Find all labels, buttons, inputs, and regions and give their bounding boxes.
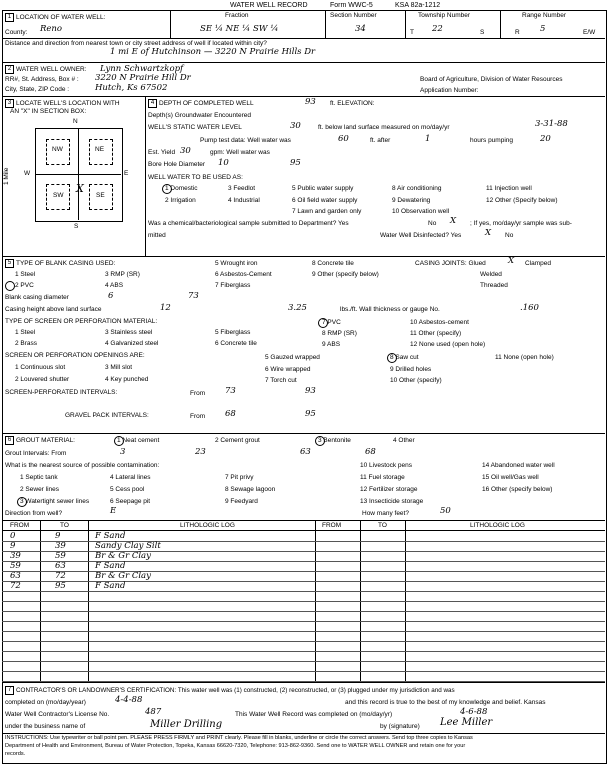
township-value: 22 xyxy=(432,24,443,34)
wall-value: .160 xyxy=(520,303,539,313)
grout-bentonite[interactable]: 3 Bentonite xyxy=(318,437,351,444)
log-from: 0 xyxy=(10,531,16,541)
static-label: WELL'S STATIC WATER LEVEL xyxy=(148,124,242,131)
use-label: WELL WATER TO BE USED AS: xyxy=(148,174,243,181)
log-description: F Sand xyxy=(95,561,126,571)
use-industrial[interactable]: 4 Industrial xyxy=(228,197,260,204)
location-label: LOCATION OF WATER WELL: xyxy=(16,14,106,21)
screen-none[interactable]: 12 None used (open hole) xyxy=(410,341,486,348)
pump-hours: hours pumping xyxy=(470,137,513,144)
height-label: Casing height above land surface xyxy=(5,306,102,313)
log-description: F Sand xyxy=(95,531,126,541)
form-number: Form WWC-5 xyxy=(330,2,373,9)
grout-label: GROUT MATERIAL: xyxy=(16,437,75,444)
pump-label: Pump test data: Well water was xyxy=(200,137,291,144)
screen-pvc[interactable]: 7 PVC xyxy=(322,319,341,326)
depth-label: DEPTH OF COMPLETED WELL xyxy=(159,100,254,107)
wall-label: lbs./ft. Wall thickness or gauge No. xyxy=(340,306,440,313)
source-septic[interactable]: 1 Septic tank xyxy=(20,474,58,481)
township-suffix: S xyxy=(480,29,485,36)
opening-mill[interactable]: 3 Mill slot xyxy=(105,364,133,371)
disinfected-label: Water Well Disinfected? Yes xyxy=(380,232,462,239)
source-abandoned[interactable]: 14 Abandoned water well xyxy=(482,462,555,469)
certification-text: CONTRACTOR'S OR LANDOWNER'S CERTIFICATION: This water well was (1) constructed, (2) reconstructed, or (3) plugged under my jurisdiction and was xyxy=(16,687,455,694)
source-oil[interactable]: 15 Oil well/Gas well xyxy=(482,474,539,481)
chem-tail: ; If yes, mo/day/yr sample was sub- xyxy=(470,220,572,227)
use-observation[interactable]: 10 Observation well xyxy=(392,208,450,215)
sw-label: SW xyxy=(53,192,64,199)
use-irrigation[interactable]: 2 Irrigation xyxy=(165,197,196,204)
gravel-from: 68 xyxy=(225,409,236,419)
grout-other[interactable]: 4 Other xyxy=(393,437,415,444)
use-other[interactable]: 12 Other (Specify below) xyxy=(486,197,558,204)
license-label: Water Well Contractor's License No. xyxy=(5,711,110,718)
perf-to: 93 xyxy=(305,386,316,396)
perf-from: 73 xyxy=(225,386,236,396)
weight-value: 3.25 xyxy=(288,303,307,313)
chem-label: Was a chemical/bacteriological sample submitted to Department? Yes xyxy=(148,220,349,227)
section-number-3: 3 xyxy=(5,99,14,108)
height-value: 12 xyxy=(160,303,171,313)
well-location-mark: X xyxy=(76,182,84,195)
depth-value: 93 xyxy=(305,97,316,107)
disinfected-no: No xyxy=(505,232,514,239)
west-label: W xyxy=(24,170,31,177)
ksa-ref: KSA 82a-1212 xyxy=(395,2,441,9)
distance-label: Distance and direction from nearest town or city street address of well if located within city? xyxy=(5,40,267,47)
source-feedyard[interactable]: 9 Feedyard xyxy=(225,498,258,505)
grout-2-to: 68 xyxy=(365,447,376,457)
joints-threaded: Threaded xyxy=(480,282,508,289)
casing-concrete[interactable]: 8 Concrete tile xyxy=(312,260,354,267)
instructions-2: Department of Health and Environment, Bureau of Water Protection, Topeka, Kansas 66620-7320, Telephone: 913-862-9360. Send one to WATER WELL OWNER and retain one for your xyxy=(5,743,466,749)
log-to: 72 xyxy=(55,571,66,581)
opening-saw[interactable]: 8 Saw cut xyxy=(390,354,419,361)
source-livestock[interactable]: 10 Livestock pens xyxy=(360,462,413,469)
source-sewer[interactable]: 2 Sewer lines xyxy=(20,486,60,493)
screen-other[interactable]: 11 Other (specify) xyxy=(410,330,462,337)
log-to: 95 xyxy=(55,581,66,591)
record-date: 4-6-88 xyxy=(460,707,488,717)
section-number-4: 4 xyxy=(148,99,157,108)
grout-2-from: 63 xyxy=(300,447,311,457)
license-value: 487 xyxy=(145,707,162,717)
pump-after: 1 xyxy=(425,134,431,144)
static-date: 3-31-88 xyxy=(535,119,568,129)
section-number-7: 7 xyxy=(5,686,14,695)
opening-continuous[interactable]: 1 Continuous slot xyxy=(15,364,66,371)
groundwater-label: Depth(s) Groundwater Encountered xyxy=(148,112,251,119)
elevation-label: ft. ELEVATION: xyxy=(330,100,375,107)
range-label: Range Number xyxy=(522,12,567,19)
address-value: 3220 N Prairie Hill Dr xyxy=(95,73,191,83)
yield-tail: gpm: Well water was xyxy=(210,149,270,156)
board-label: Board of Agriculture, Division of Water Resources xyxy=(420,76,563,83)
howmany-value: 50 xyxy=(440,506,451,516)
screen-steel[interactable]: 1 Steel xyxy=(15,329,36,336)
contamination-label: What is the nearest source of possible contamination: xyxy=(5,462,160,469)
township-prefix: T xyxy=(410,29,414,36)
log-to: 59 xyxy=(55,551,66,561)
opening-wire[interactable]: 6 Wire wrapped xyxy=(265,366,311,373)
screen-brass[interactable]: 2 Brass xyxy=(15,340,38,347)
business-value: Miller Drilling xyxy=(150,719,223,730)
source-cess[interactable]: 5 Cess pool xyxy=(110,486,145,493)
source-seepage[interactable]: 6 Seepage pit xyxy=(110,498,151,505)
screen-concrete[interactable]: 6 Concrete tile xyxy=(215,340,257,347)
blank-diameter-label: Blank casing diameter xyxy=(5,294,69,301)
section-number-1: 1 xyxy=(5,13,14,22)
distance-value: 1 mi E of Hutchinson — 3220 N Prairie Hills Dr xyxy=(110,47,316,57)
direction-label: Direction from well? xyxy=(5,510,63,517)
casing-other[interactable]: 9 Other (specify below) xyxy=(312,271,379,278)
range-value: 5 xyxy=(540,24,546,34)
completed-tail: and this record is true to the best of my knowledge and belief. Kansas xyxy=(345,699,546,706)
city-label: City, State, ZIP Code : xyxy=(5,86,70,93)
casing-fiberglass[interactable]: 7 Fiberglass xyxy=(215,282,251,289)
grout-cement[interactable]: 2 Cement grout xyxy=(215,437,260,444)
joints-x: X xyxy=(508,256,515,266)
perf-from-label: From xyxy=(190,390,206,397)
grout-intervals-label: Grout Intervals: From xyxy=(5,450,67,457)
opening-other[interactable]: 10 Other (specify) xyxy=(390,377,442,384)
application-label: Application Number: xyxy=(420,87,479,94)
log-to: 9 xyxy=(55,531,61,541)
screen-label: TYPE OF SCREEN OR PERFORATION MATERIAL: xyxy=(5,318,158,325)
casing-rmp[interactable]: 3 RMP (SR) xyxy=(105,271,140,278)
static-value: 30 xyxy=(290,121,301,131)
yield-value: 30 xyxy=(180,146,191,156)
completed-label: completed on (mo/day/year) xyxy=(5,699,86,706)
grout-1-from: 3 xyxy=(120,447,126,457)
source-lagoon[interactable]: 8 Sewage lagoon xyxy=(225,486,276,493)
howmany-label: How many feet? xyxy=(362,510,409,517)
locate-label-2: AN "X" IN SECTION BOX: xyxy=(10,108,87,115)
grout-neat[interactable]: 1 Neat cement xyxy=(117,437,160,444)
casing-abs[interactable]: 4 ABS xyxy=(105,282,124,289)
source-other[interactable]: 16 Other (specify below) xyxy=(482,486,553,493)
screen-asbestos[interactable]: 10 Asbestos-cement xyxy=(410,319,469,326)
county-value: Reno xyxy=(40,24,63,34)
static-tail: ft. below land surface measured on mo/day/yr xyxy=(318,124,450,131)
source-pit[interactable]: 7 Pit privy xyxy=(225,474,254,481)
pump-units: ft. after xyxy=(370,137,391,144)
nw-label: NW xyxy=(52,146,63,153)
screen-fiberglass[interactable]: 5 Fiberglass xyxy=(215,329,251,336)
log-from: 59 xyxy=(10,561,21,571)
section-number-5: 5 xyxy=(5,259,14,268)
pump-ft: 60 xyxy=(338,134,349,144)
bore-value: 10 xyxy=(218,158,229,168)
gravel-label: GRAVEL PACK INTERVALS: xyxy=(65,412,149,419)
grout-1-to: 23 xyxy=(195,447,206,457)
casing-pvc[interactable]: 2 PVC xyxy=(15,282,34,289)
gravel-to: 95 xyxy=(305,409,316,419)
bore-label: Bore Hole Diameter xyxy=(148,161,206,168)
bore-to: 95 xyxy=(290,158,301,168)
section-number-6: 6 xyxy=(5,436,14,445)
opening-torch[interactable]: 7 Torch cut xyxy=(265,377,297,384)
range-direction: E/W xyxy=(583,29,596,36)
joints-label: CASING JOINTS: Glued xyxy=(415,260,486,267)
county-label: County: xyxy=(5,29,28,36)
use-public[interactable]: 5 Public water supply xyxy=(292,185,354,192)
north-label: N xyxy=(73,118,78,125)
source-fertilizer[interactable]: 12 Fertilizer storage xyxy=(360,486,418,493)
signature-label: by (signature) xyxy=(380,723,420,730)
record-label: This Water Well Record was completed on (mo/day/yr) xyxy=(235,711,393,718)
pump-gpm: 20 xyxy=(540,134,551,144)
form-title: WATER WELL RECORD xyxy=(230,2,308,9)
joints-clamped: Clamped xyxy=(525,260,552,267)
source-insecticide[interactable]: 13 Insecticide storage xyxy=(360,498,424,505)
source-lateral[interactable]: 4 Lateral lines xyxy=(110,474,151,481)
use-oil-field[interactable]: 6 Oil field water supply xyxy=(292,197,358,204)
use-lawn[interactable]: 7 Lawn and garden only xyxy=(292,208,362,215)
casing-label: TYPE OF BLANK CASING USED: xyxy=(16,260,116,267)
opening-louvered[interactable]: 2 Louvered shutter xyxy=(15,376,70,383)
opening-key[interactable]: 4 Key punched xyxy=(105,376,149,383)
screen-rmp[interactable]: 8 RMP (SR) xyxy=(322,330,357,337)
instructions-1: INSTRUCTIONS: Use typewriter or ball point pen. PLEASE PRESS FIRMLY and PRINT clearly. Please fill in blanks, underline or circle the correct answers. Send top three copies to Kansas xyxy=(5,735,473,741)
mitted-label: mitted xyxy=(148,232,166,239)
log-from-header: FROM xyxy=(10,522,30,529)
log-to-header-2: TO xyxy=(378,522,387,529)
casing-wrought[interactable]: 5 Wrought iron xyxy=(215,260,258,267)
log-description: Br & Gr Clay xyxy=(95,551,151,561)
locate-label: LOCATE WELL'S LOCATION WITH xyxy=(16,100,120,107)
perf-label: SCREEN-PERFORATED INTERVALS: xyxy=(5,389,118,396)
log-description: F Sand xyxy=(95,581,126,591)
log-from-header-2: FROM xyxy=(322,522,342,529)
screen-stainless[interactable]: 3 Stainless steel xyxy=(105,329,153,336)
mile-label: 1 Mile xyxy=(3,167,10,185)
section-number-2: 2 xyxy=(5,65,14,74)
log-from: 39 xyxy=(10,551,21,561)
direction-value: E xyxy=(110,506,117,516)
owner-label: WATER WELL OWNER: xyxy=(16,66,87,73)
use-feedlot[interactable]: 3 Feedlot xyxy=(228,185,256,192)
casing-steel[interactable]: 1 Steel xyxy=(15,271,36,278)
disinfected-x: X xyxy=(485,228,492,238)
section-value: 34 xyxy=(355,24,366,34)
use-dewatering[interactable]: 9 Dewatering xyxy=(392,197,431,204)
completed-value: 4-4-88 xyxy=(115,695,143,705)
log-title-2: LITHOLOGIC LOG xyxy=(470,522,525,529)
source-watertight[interactable]: 3 Watertight sewer lines xyxy=(20,498,90,505)
log-title: LITHOLOGIC LOG xyxy=(180,522,235,529)
range-prefix: R xyxy=(515,29,520,36)
fraction-label: Fraction xyxy=(225,12,249,19)
signature-value: Lee Miller xyxy=(440,717,493,728)
blank-diameter: 6 xyxy=(108,291,114,301)
log-from: 72 xyxy=(10,581,21,591)
openings-label: SCREEN OR PERFORATION OPENINGS ARE: xyxy=(5,352,145,359)
opening-none[interactable]: 11 None (open hole) xyxy=(495,354,554,361)
yield-label: Est. Yield xyxy=(148,149,176,156)
log-description: Sandy Clay Silt xyxy=(95,541,161,551)
south-label: S xyxy=(74,223,79,230)
casing-asbestos[interactable]: 6 Asbestos-Cement xyxy=(215,271,272,278)
chem-no: No xyxy=(428,220,437,227)
ne-label: NE xyxy=(95,146,105,153)
opening-gauzed[interactable]: 5 Gauzed wrapped xyxy=(265,354,320,361)
address-label: RR#, St. Address, Box # : xyxy=(5,76,79,83)
se-label: SE xyxy=(96,192,105,199)
log-to: 63 xyxy=(55,561,66,571)
joints-welded: Welded xyxy=(480,271,502,278)
blank-to: 73 xyxy=(188,291,199,301)
log-from: 9 xyxy=(10,541,16,551)
city-value: Hutch, Ks 67502 xyxy=(95,83,168,93)
log-to-header: TO xyxy=(60,522,69,529)
source-fuel[interactable]: 11 Fuel storage xyxy=(360,474,405,481)
gravel-from-label: From xyxy=(190,413,206,420)
instructions-3: records. xyxy=(5,751,26,757)
section-number-label: Section Number xyxy=(330,12,377,19)
use-domestic[interactable]: 1 Domestic xyxy=(165,185,198,192)
township-label: Township Number xyxy=(418,12,471,19)
fraction-value: SE ¼ NE ¼ SW ¼ xyxy=(200,24,279,34)
east-label: E xyxy=(124,170,129,177)
log-from: 63 xyxy=(10,571,21,581)
owner-value: Lynn Schwartzkopf xyxy=(100,64,184,74)
log-description: Br & Gr Clay xyxy=(95,571,151,581)
use-injection[interactable]: 11 Injection well xyxy=(486,185,532,192)
screen-abs[interactable]: 9 ABS xyxy=(322,341,341,348)
use-air[interactable]: 8 Air conditioning xyxy=(392,185,442,192)
business-label: under the business name of xyxy=(5,723,86,730)
log-to: 39 xyxy=(55,541,66,551)
opening-drilled[interactable]: 9 Drilled holes xyxy=(390,366,432,373)
chem-x: X xyxy=(450,216,457,226)
screen-galvanized[interactable]: 4 Galvanized steel xyxy=(105,340,159,347)
